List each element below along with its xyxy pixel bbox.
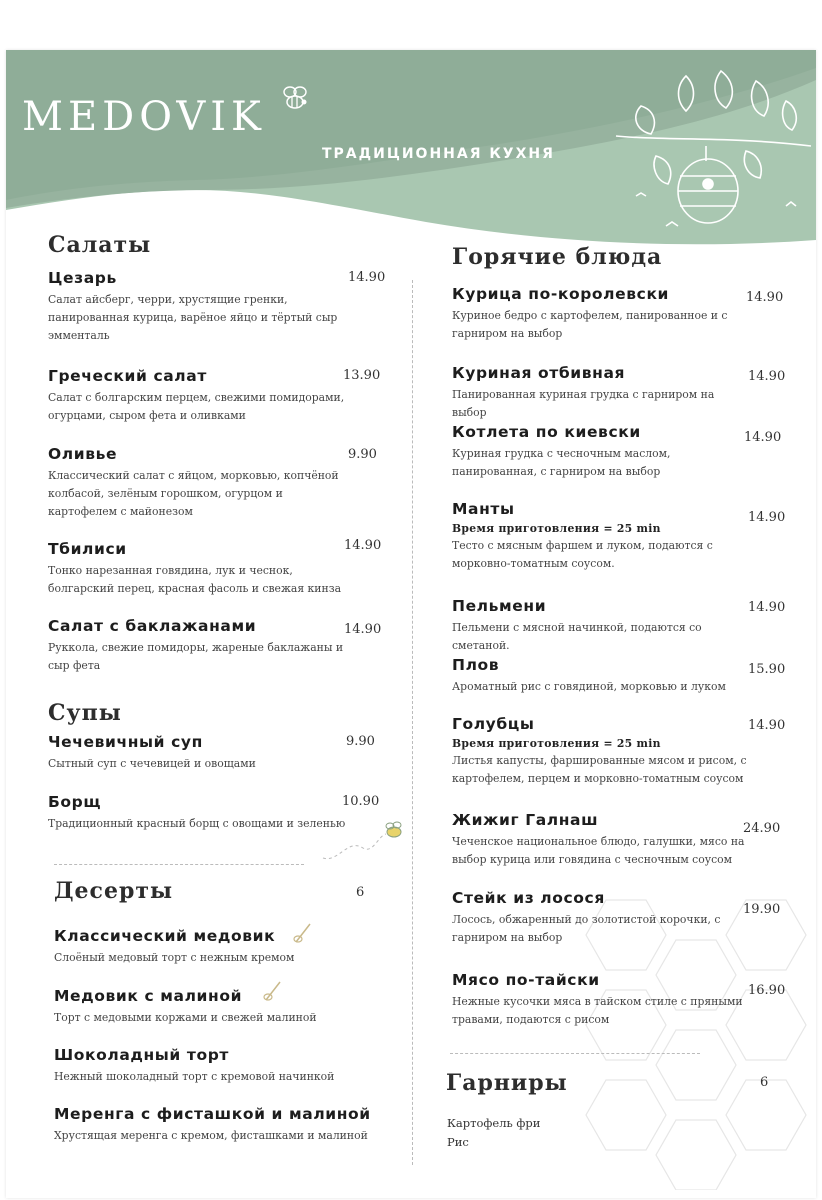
menu-item (48, 616, 348, 675)
honey-dipper-icon (262, 978, 284, 1004)
item-price: 24.90 (743, 821, 781, 836)
item-description: Куриная грудка с чесночным маслом, панированная, с гарниром на выбор (452, 447, 671, 478)
menu-item (452, 596, 752, 655)
item-price: 14.90 (744, 430, 782, 445)
item-price: 14.90 (344, 622, 382, 637)
item-cooking-time: Время приготовления = 25 min (452, 737, 661, 750)
item-name: Мясо по-тайски (452, 971, 600, 989)
menu-item (452, 422, 747, 481)
menu-item (452, 363, 747, 422)
desserts-price: 6 (356, 885, 365, 900)
menu-item (452, 284, 747, 343)
menu-item (452, 810, 747, 869)
menu-item (452, 499, 747, 573)
bee-logo-icon (278, 82, 312, 116)
item-description: Традиционный красный борщ с овощами и зеленью (48, 817, 346, 830)
item-name: Шоколадный торт (54, 1046, 229, 1064)
honey-branch-illustration (596, 56, 816, 246)
item-description: Нежный шоколадный торт с кремовой начинкой (54, 1070, 335, 1083)
item-name: Голубцы (452, 715, 535, 733)
item-name: Цезарь (48, 269, 117, 287)
menu-item (54, 986, 394, 1027)
item-cooking-time: Время приготовления = 25 min (452, 522, 661, 535)
brand-logo-text: MEDOVIK (22, 94, 266, 140)
menu-page (6, 50, 816, 1198)
tagline: ТРАДИЦИОННАЯ КУХНЯ (322, 146, 555, 162)
item-price: 14.90 (748, 600, 786, 615)
item-description: Чеченское национальное блюдо, галушки, мясо на выбор курица или говядина с чесночным соусом (452, 835, 745, 866)
column-divider (412, 280, 413, 1165)
item-description: Слоёный медовый торт с нежным кремом (54, 951, 295, 964)
garnish-item: Рис (447, 1135, 469, 1149)
menu-item (452, 714, 747, 788)
menu-item (54, 926, 394, 967)
menu-item (452, 970, 747, 1029)
item-price: 15.90 (748, 662, 786, 677)
item-name: Греческий салат (48, 367, 207, 385)
item-price: 9.90 (346, 734, 375, 749)
item-description: Салат с болгарским перцем, свежими помидорами, огурцами, сыром фета и оливками (48, 391, 345, 422)
item-description: Панированная куриная грудка с гарниром на выбор (452, 388, 715, 419)
item-description: Пельмени с мясной начинкой, подаются со сметаной. (452, 621, 702, 652)
item-description: Куриное бедро с картофелем, панированное и с гарниром на выбор (452, 309, 728, 340)
item-price: 14.90 (746, 290, 784, 305)
item-price: 13.90 (343, 368, 381, 383)
item-description: Торт с медовыми коржами и свежей малиной (54, 1011, 317, 1024)
hot-dishes-title: Горячие блюда (452, 244, 663, 270)
item-price: 14.90 (748, 510, 786, 525)
soups-title: Супы (48, 700, 122, 726)
item-price: 14.90 (748, 369, 786, 384)
item-description: Салат айсберг, черри, хрустящие гренки, панированная курица, варёное яйцо и тёртый сыр эмменталь (48, 293, 338, 342)
menu-item (48, 539, 348, 598)
item-name: Манты (452, 500, 515, 518)
menu-item (452, 888, 747, 947)
item-name: Пельмени (452, 597, 547, 615)
item-description: Нежные кусочки мяса в тайском стиле с пряными травами, подаются с рисом (452, 995, 743, 1026)
item-name: Куриная отбивная (452, 364, 626, 382)
section-divider (450, 1053, 700, 1054)
item-name: Тбилиси (48, 540, 127, 558)
item-price: 16.90 (748, 983, 786, 998)
menu-item (48, 792, 348, 833)
item-price: 14.90 (748, 718, 786, 733)
item-description: Лосось, обжаренный до золотистой корочки, с гарниром на выбор (452, 913, 721, 944)
item-name: Классический медовик (54, 927, 276, 945)
item-description: Хрустящая меренга с кремом, фисташками и малиной (54, 1129, 368, 1142)
item-name: Стейк из лосося (452, 889, 605, 907)
item-description: Классический салат с яйцом, морковью, копчёной колбасой, зелёным горошком, огурцом и картофелем с майонезом (48, 469, 339, 518)
menu-item (48, 366, 348, 425)
item-name: Салат с баклажанами (48, 617, 257, 635)
section-divider (54, 864, 304, 865)
bee-trail-icon (318, 818, 408, 868)
item-price: 14.90 (348, 270, 386, 285)
item-name: Меренга с фисташкой и малиной (54, 1105, 371, 1123)
item-price: 10.90 (342, 794, 380, 809)
menu-item (54, 1045, 394, 1086)
item-name: Курица по-королевски (452, 285, 670, 303)
item-name: Оливье (48, 445, 118, 463)
item-name: Борщ (48, 793, 102, 811)
item-description: Сытный суп с чечевицей и овощами (48, 757, 256, 770)
item-name: Плов (452, 656, 500, 674)
menu-item (48, 444, 348, 521)
item-name: Котлета по киевски (452, 423, 641, 441)
menu-item (452, 655, 747, 696)
menu-item (48, 268, 348, 345)
salads-title: Салаты (48, 232, 152, 258)
item-price: 9.90 (348, 447, 377, 462)
item-price: 19.90 (743, 902, 781, 917)
honey-dipper-icon (292, 920, 314, 946)
desserts-title: Десерты (54, 878, 174, 904)
item-description: Тонко нарезанная говядина, лук и чеснок, болгарский перец, красная фасоль и свежая кинза (48, 564, 342, 595)
menu-item (48, 732, 348, 773)
item-name: Медовик с малиной (54, 987, 243, 1005)
item-description: Руккола, свежие помидоры, жареные баклажаны и сыр фета (48, 641, 344, 672)
item-description: Листья капусты, фаршированные мясом и рисом, с картофелем, перцем и морковно-томатным соусом (452, 754, 747, 785)
garnish-price: 6 (760, 1075, 769, 1090)
garnish-item: Картофель фри (447, 1116, 541, 1130)
item-description: Тесто с мясным фаршем и луком, подаются с морковно-томатным соусом. (452, 539, 713, 570)
item-name: Жижиг Галнаш (452, 811, 599, 829)
item-description: Ароматный рис с говядиной, морковью и луком (452, 680, 726, 693)
item-price: 14.90 (344, 538, 382, 553)
menu-item (54, 1104, 404, 1145)
item-name: Чечевичный суп (48, 733, 203, 751)
garnish-title: Гарниры (446, 1070, 568, 1096)
